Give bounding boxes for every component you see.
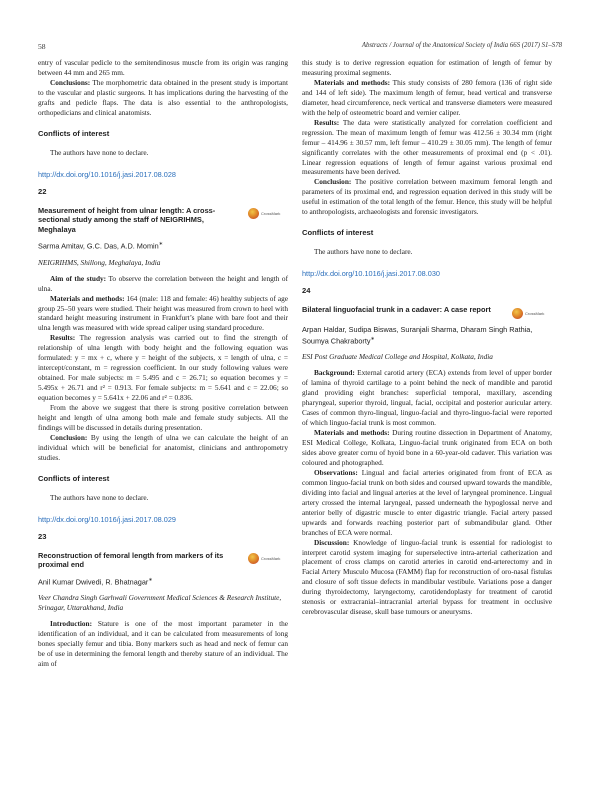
section-text: External carotid artery (ECA) extends from level of upper border of lamina of thyroid cartilage to a point behind the neck of mandible and parotid gland providing eight branches: superficial temporal, maxillary, ascending pharyngeal, superior thyroid, lingual, facial, occipital and posterior auricular artery. Cases of common thyro-lingual, linguo-facial and thyro-linguo-facial were reported of which linguo-facial trunk is most common. [302,368,552,428]
section-text: This study consists of 280 femora (136 of right side and 144 of left side). The maximum length of femur, head vertical and transverse diameter, head circumference, neck vertical and transverse diameters were measured with the help of osteometric board and vernier caliper. [302,77,552,117]
doi-link[interactable]: http://dx.doi.org/10.1016/j.jasi.2017.08.029 [38,514,176,524]
section-label: Conclusion: [50,432,88,442]
crossmark-label: CrossMark [261,556,281,562]
author-list [38,576,288,587]
paragraph [38,433,288,463]
affiliation: ESI Post Graduate Medical College and Hospital, Kolkata, India [302,352,493,362]
crossmark-icon [248,208,259,219]
section-label: Conclusions: [50,77,91,87]
section-text: The morphometric data obtained in the present study is important to the vascular and plastic surgeons. It has implications during the harvesting of the grafts and pedicle flaps. The data is also essential to the anthropologists, orthopedicians and clinical anatomists. [38,77,288,117]
section-label: Observations: [314,467,358,477]
paragraph [302,177,552,217]
right-column [302,58,552,617]
crossmark-badge[interactable] [248,553,288,565]
abstract-title: Measurement of height from ulnar length: A cross-sectional study among the staff of NEIGRIHMS, Meghalaya [38,205,216,234]
paragraph [302,428,552,468]
crossmark-label: CrossMark [525,310,545,316]
author-list [302,325,552,346]
section-text: The data were statistically analyzed for correlation coefficient and regression. The mean of maximum length of femur was 412.56 ± 30.34 mm (right femur – 414.96 ± 30.57 mm, left femur – 410.29 ± 30.05 mm). The length of femur significantly correlates with the other measurements of proximal end (p < .01). Linear regression equations of length of femur against various proximal end measurements have been derived. [302,117,552,177]
left-column [38,58,288,669]
section-text: 164 (male: 118 and female: 46) healthy subjects of age group 25–50 years were studied. Their height was measured from crown to heel with standard height measuring instrument in Frankfurt’s plane with bare foot and their ulna length was measured with wide spread caliper using standard procedure. [38,293,288,333]
coi-heading: Conflicts of interest [302,228,374,238]
crossmark-badge[interactable] [512,307,552,319]
author-names: Arpan Haldar, Sudipa Biswas, Suranjali Sharma, Dharam Singh Rathia, Soumya Chakraborty [302,325,533,346]
page-number: 58 [38,42,46,51]
section-label: Materials and methods: [314,428,390,438]
corresponding-author-mark: ∗ [158,241,163,248]
section-text: To observe the correlation between the height and length of ulna. [38,273,289,293]
abstract-title-row [38,206,288,235]
journal-citation: Abstracts / Journal of the Anatomical Society of India 66S (2017) S1–S78 [361,42,562,49]
abstract-number: 23 [38,531,47,541]
paragraph [302,468,552,538]
crossmark-icon [512,308,523,319]
abstract-title-row [302,305,552,319]
section-text: The regression analysis was carried out to find the strength of relationship of ulna length with body height and the following equation was formulated: y = mx + c, where y = height of the subjects, x = length of ulna, c = intercept/constant, m = regression coefficient. In our study following values were obtained. For male subjects: m = 5.495 and c = 26.71; so equation becomes y = 5.495x + 26.71 and r² = 0.913. For female subjects: m = 5.641 and c = 22.06; so equation becomes y = 5.641x + 22.06 and r² = 0.836. [38,333,288,403]
paragraph: this study is to derive regression equation for estimation of length of femur by measuring proximal segments. [302,58,552,77]
paragraph [302,78,552,118]
section-text: By using the length of ulna we can calculate the height of an individual which will be beneficial for anatomist, clinicians and anthropometry studies. [38,432,288,462]
section-label: Conclusion: [314,177,352,187]
paragraph: From the above we suggest that there is strong positive correlation between height and length of ulna among both male and female study subjects. All the findings will be discussed in details during presentation. [38,403,288,432]
coi-text: The authors have none to declare. [50,147,149,157]
page-header [38,42,562,56]
coi-heading: Conflicts of interest [38,473,110,483]
paragraph [38,619,288,669]
paragraph [38,333,288,403]
affiliation: NEIGRIHMS, Shillong, Meghalaya, India [38,257,161,267]
coi-text: The authors have none to declare. [50,492,149,502]
section-text: Lingual and facial arteries originated from front of ECA as common linguo-facial trunk on both sides and coursed upward towards the mandible, dividing into facial and lingual arteries at the level of laryngeal prominence. Lingual artery crossed the internal laryngeal, passed underneath the hypoglossal nerve and anterior belly of digastric muscle to enter digastric triangle. Facial artery passed upwards and forwards reaching posterior part of submandibular gland. Other branches of ECA were normal. [302,467,552,537]
section-text: Stature is one of the most important parameter in the identification of an individual, and it can be calculated from measurements of long bones specially femur and tibia. Bony markers such as head and neck of femur can be of use in determining the femoral length and thereby stature of an individual. The aim of [38,619,288,668]
author-list [38,240,288,251]
author-names: Sarma Amitav, G.C. Das, A.D. Momin [38,241,159,251]
coi-heading: Conflicts of interest [38,128,110,138]
paragraph [38,274,288,294]
paragraph [38,78,288,118]
abstract-number: 24 [302,286,311,296]
corresponding-author-mark: ∗ [370,336,375,343]
paragraph [302,538,552,618]
section-label: Materials and methods: [314,77,391,87]
section-label: Introduction: [50,619,93,629]
coi-text: The authors have none to declare. [314,247,413,257]
crossmark-icon [248,553,259,564]
paragraph [302,368,552,428]
section-text: Knowledge of linguo-facial trunk is essential for radiologist to interpret carotid system imaging for superselective intra-arterial catherization and placement of cross clamps on carotid arteries in carotid end-arterectomy and in Facial Artery Musculo Mucosa (FAMM) flap for reconstruction of oro-nasal fistulas and closure of soft tissue defects in mandibular vestibule. Variations pose a danger during thyroidectomy, laryngectomy, carotidendoplasty for treatment of carotid stenosis or extracranial–intracranial arterial bypass for treatment in occlusive cerebrovascular disease, skull base tumours or aneurysms. [302,537,552,617]
section-label: Background: [314,368,355,378]
doi-link[interactable]: http://dx.doi.org/10.1016/j.jasi.2017.08.028 [38,169,176,179]
abstract-number: 22 [38,186,47,196]
abstract-title: Bilateral linguofacial trunk in a cadaver: A case report [302,305,491,315]
crossmark-badge[interactable] [248,208,288,220]
paragraph: entry of vascular pedicle to the semitendinosus muscle from its origin was ranging between 44 mm and 265 mm. [38,58,288,77]
abstract-title-row [38,551,288,570]
section-label: Results: [50,333,76,343]
section-label: Materials and methods: [50,293,125,303]
author-names: Anil Kumar Dwivedi, R. Bhatnagar [38,577,149,587]
abstract-title: Reconstruction of femoral length from markers of its proximal end [38,550,224,570]
affiliation: Veer Chandra Singh Garhwali Government Medical Sciences & Research Institute, Srinagar, Uttarakhand, India [38,593,282,613]
section-text: The positive correlation between maximum femoral length and parameters of its proximal end, and regression equation derived in this study will be useful in estimation of the total length of the femur. Hence, this study will be helpful to anthropologists, archaeologists and forensic investigators. [302,177,552,217]
paragraph [38,294,288,334]
doi-link[interactable]: http://dx.doi.org/10.1016/j.jasi.2017.08.030 [302,269,440,279]
section-text: During routine dissection in Department of Anatomy, ESI Medical College, Kolkata, Linguo-facial trunk originated from ECA on both sides above greater cornu of hyoid bone in a 60-year-old cadaver. This variation was coloured and photographed. [302,428,552,467]
section-label: Aim of the study: [50,273,107,283]
section-label: Discussion: [314,537,350,547]
corresponding-author-mark: ∗ [148,576,153,583]
paragraph [302,118,552,178]
crossmark-label: CrossMark [261,211,281,217]
section-label: Results: [314,117,340,127]
